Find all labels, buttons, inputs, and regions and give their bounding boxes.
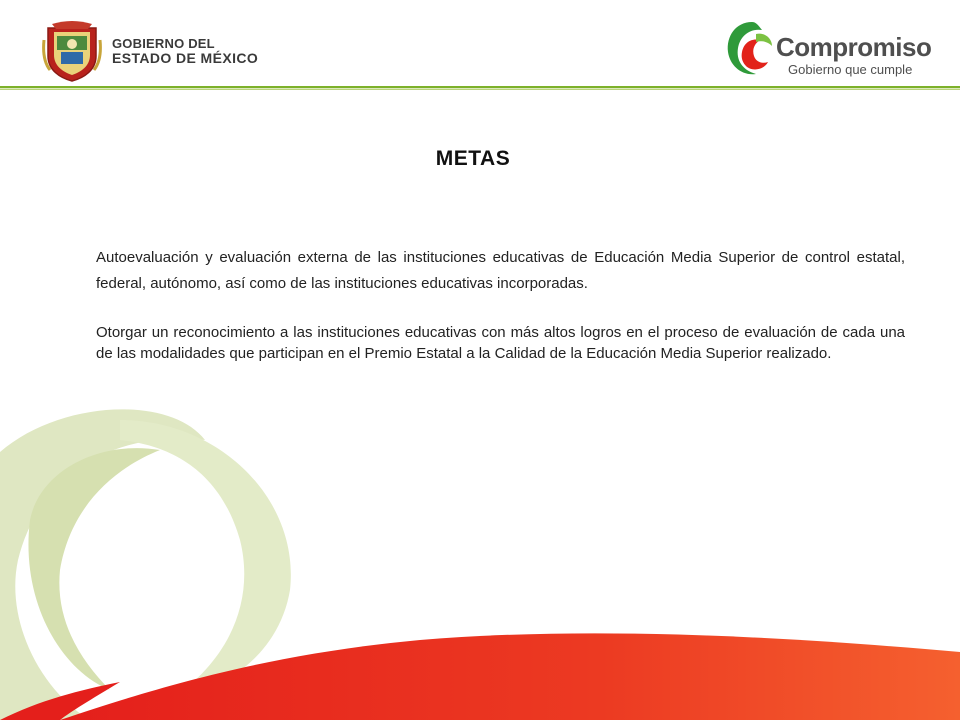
paragraph-2: Otorgar un reconocimiento a las instituciones educativas con más altos logros en el proceso de evaluación de cada una de las modalidades que participan en el Premio Estatal a la Calidad de la Educación Media Superior realizado. — [96, 324, 905, 362]
page-title: METAS — [435, 147, 511, 170]
paragraph-1: Autoevaluación y evaluación externa de las instituciones educativas de Educación Media Superior de control estatal, federal, autónomo, así como de las instituciones educativas incorporadas. — [96, 249, 905, 292]
brand-name: Compromiso — [776, 32, 932, 62]
compromiso-logo — [722, 18, 932, 82]
state-coat-of-arms-icon — [42, 20, 102, 82]
header-divider — [0, 86, 960, 91]
brand-tagline: Gobierno que cumple — [788, 62, 913, 77]
logo-line-2: ESTADO DE MÉXICO — [112, 50, 259, 66]
swirl-logo-icon — [722, 18, 778, 80]
government-name — [112, 36, 258, 66]
logo-line-1: GOBIERNO DEL — [112, 36, 215, 51]
gobierno-edomex-logo — [42, 20, 272, 84]
